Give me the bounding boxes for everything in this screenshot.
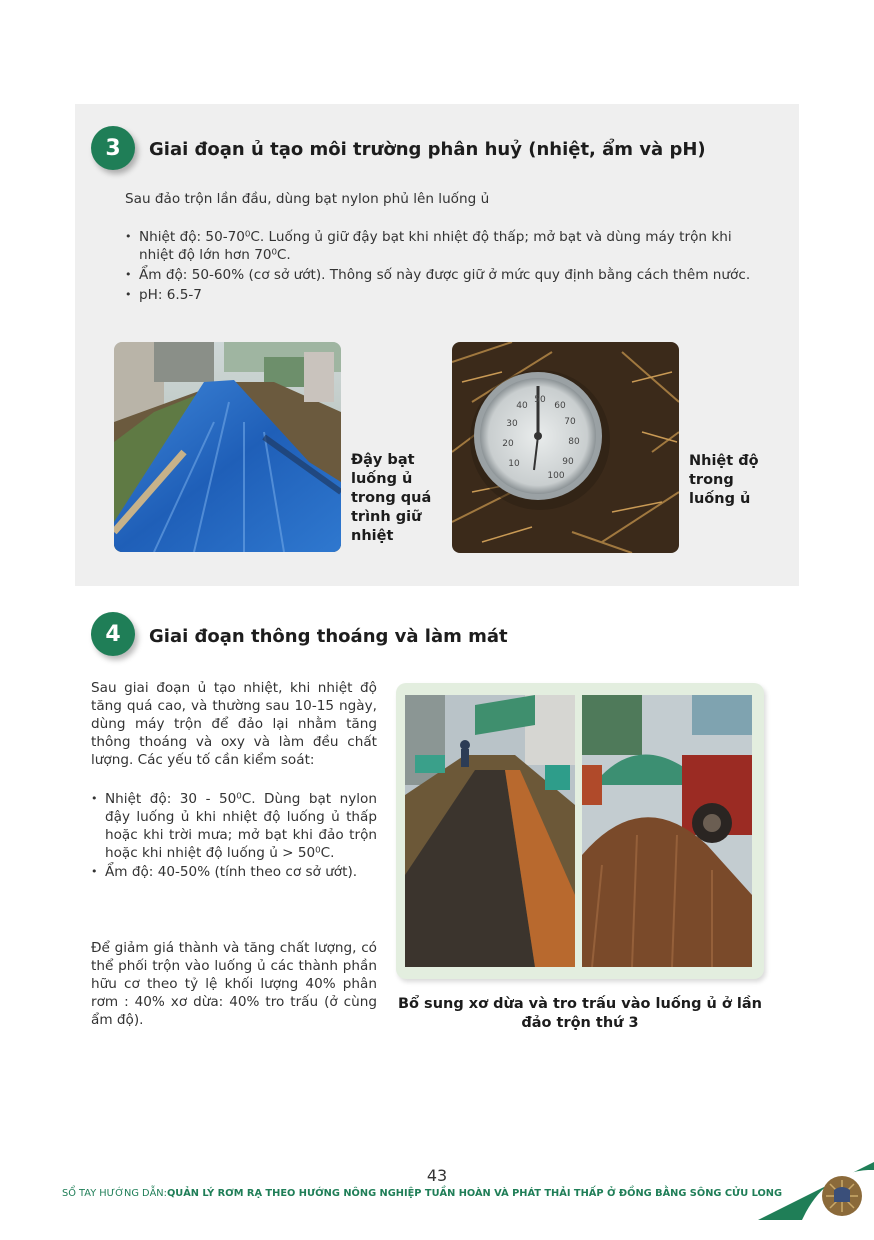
page-number: 43 [426, 1166, 448, 1185]
windrow-photo-right [582, 695, 752, 967]
section-4-closing-paragraph: Để giảm giá thành và tăng chất lượng, có thể phối trộn vào luống ủ các thành phần hữu cơ theo tỷ lệ khối lượng 40% phân rơm : 40% xơ dừa: 40% tro trấu (ở cùng ẩm độ). [91, 940, 377, 1028]
svg-text:60: 60 [554, 401, 566, 411]
thermometer-photo [452, 342, 679, 553]
step-4-badge [91, 612, 135, 656]
list-item: • pH: 6.5-7 [125, 286, 761, 304]
svg-text:80: 80 [568, 437, 580, 447]
step-3-number: 3 [105, 135, 121, 161]
step-3-badge [91, 126, 135, 170]
section-4-title: Giai đoạn thông thoáng và làm mát [149, 626, 508, 647]
svg-text:50: 50 [534, 395, 546, 405]
section-3-bullet-list [125, 228, 761, 304]
svg-text:100: 100 [547, 471, 565, 481]
section-3-intro: Sau đảo trộn lần đầu, dùng bạt nylon phủ lên luống ủ [125, 191, 490, 207]
list-item: • Nhiệt độ: 50-70⁰C. Luống ủ giữ đậy bạt khi nhiệt độ thấp; mở bạt và dùng máy trộn khi nhiệt độ lớn hơn 70⁰C. [125, 228, 761, 264]
svg-text:40: 40 [516, 401, 528, 411]
section-4-intro: Sau giai đoạn ủ tạo nhiệt, khi nhiệt độ tăng quá cao, và thường sau 10-15 ngày, dùng máy trộn để đảo lại nhằm tăng thông thoáng và oxy và làm đều chất lượng. Các yếu tố cần kiểm soát: [91, 680, 377, 768]
section-4-bullet-list [91, 790, 377, 881]
list-item: • Ẩm độ: 40-50% (tính theo cơ sở ướt). [91, 863, 377, 881]
tarp-covered-compost-photo [114, 342, 341, 552]
windrow-photo-caption: Bổ sung xơ dừa và tro trấu vào luống ủ ở lần đảo trộn thứ 3 [398, 996, 762, 1031]
footer-title: QUẢN LÝ RƠM RẠ THEO HƯỚNG NÔNG NGHIỆP TUẦN HOÀN VÀ PHÁT THẢI THẤP Ở ĐỒNG BẰNG SÔNG CỬU LONG [166, 1188, 783, 1199]
windrow-photo-frame [396, 683, 764, 979]
section-3-title: Giai đoạn ủ tạo môi trường phân huỷ (nhiệt, ẩm và pH) [149, 139, 706, 160]
list-item: • Ẩm độ: 50-60% (cơ sở ướt). Thông số này được giữ ở mức quy định bằng cách thêm nước. [125, 266, 761, 284]
svg-text:90: 90 [562, 457, 574, 467]
footer-corner-emblem [758, 1162, 874, 1220]
list-item: • Nhiệt độ: 30 - 50⁰C. Dùng bạt nylon đậy luống ủ khi nhiệt độ luống ủ thấp hoặc khi trời mưa; mở bạt khi đảo trộn hoặc khi nhiệt độ luống ủ > 50⁰C. [91, 790, 377, 862]
svg-text:70: 70 [564, 417, 576, 427]
svg-text:10: 10 [508, 459, 520, 469]
windrow-photo-left [405, 695, 575, 967]
svg-text:20: 20 [502, 439, 514, 449]
footer-text [62, 1188, 782, 1199]
svg-text:30: 30 [506, 419, 518, 429]
footer-label: SỔ TAY HƯỚNG DẪN: [62, 1188, 167, 1199]
thermometer-photo-caption: Nhiệt độ trong luống ủ [689, 453, 759, 507]
step-4-number: 4 [105, 621, 121, 647]
tarp-photo-caption: Đậy bạt luống ủ trong quá trình giữ nhiệt [351, 452, 432, 544]
